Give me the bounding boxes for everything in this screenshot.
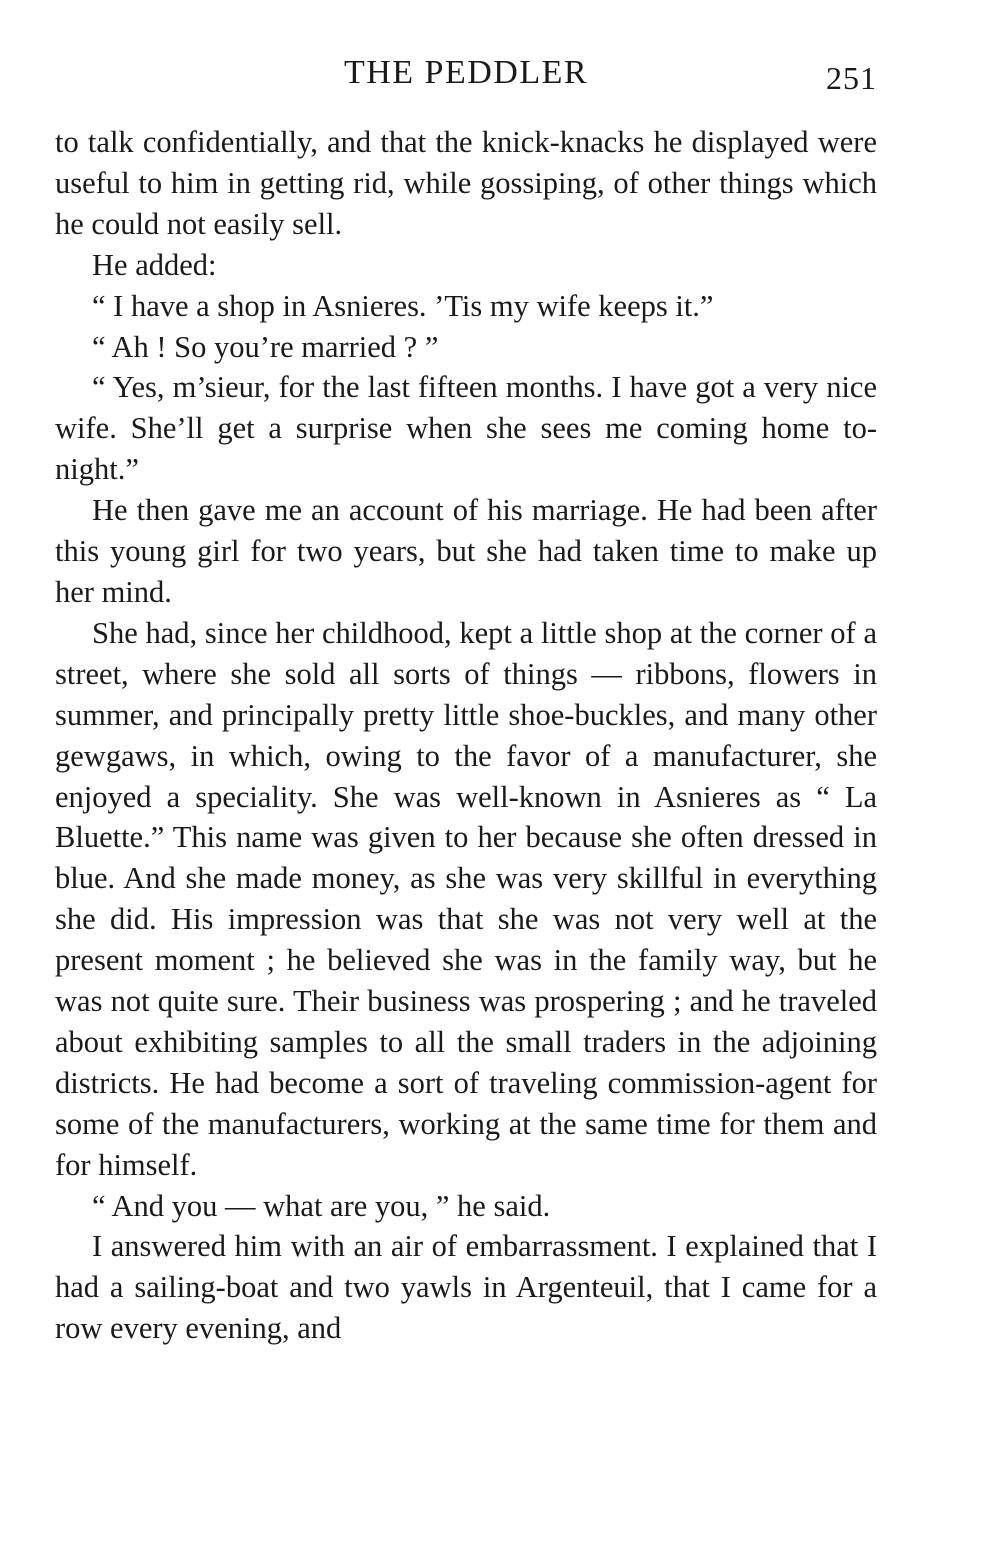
paragraph-la-bluette: She had, since her childhood, kept a little shop at the corner of a street, where she sold all sorts of things — ribbons, flowers in summer, and principally pretty little shoe-buckles, and many other gewgaws, in which, owing to the favor of a manufacturer, she enjoyed a speciality. She was well-known in Asnieres as “ La Bluette.” This name was given to her because she often dressed in blue. And she made money, as she was very skillful in everything she did. His impression was that she was not very well at the present moment ; he believed she was in the family way, but he was not quite sure. Their business was prospering ; and he traveled about exhibiting samples to all the small traders in the adjoining districts. He had become a sort of traveling commission-agent for some of the manufacturers, working at the same time for them and for himself. [55, 615, 877, 1182]
paragraph-he-added: He added: [92, 247, 217, 282]
paragraph-sailing-boat: I answered him with an air of embarrassment. I explained that I had a sailing-boat and two yawls in Argenteuil, that I came for a row every evening, and [55, 1229, 877, 1346]
book-page [55, 50, 877, 1510]
page-number: 251 [826, 60, 877, 96]
paragraph-nice-wife: “ Yes, m’sieur, for the last fifteen months. I have got a very nice wife. She’ll get a surprise when she sees me coming home to-night.” [55, 370, 877, 487]
paragraph-married-question: “ Ah ! So you’re married ? ” [92, 329, 439, 364]
paragraph-what-are-you: “ And you — what are you, ” he said. [92, 1188, 551, 1223]
paragraph-marriage-account: He then gave me an account of his marriage. He had been after this young girl for two years, but she had taken time to make up her mind. [55, 493, 877, 609]
running-head [55, 50, 877, 110]
paragraph-continuation: to talk confidentially, and that the knick-knacks he displayed were useful to him in getting rid, while gossiping, of other things which he could not easily sell. [55, 125, 877, 241]
running-title: THE PEDDLER [343, 54, 589, 91]
body-text [55, 122, 877, 1349]
paragraph-shop-quote: “ I have a shop in Asnieres. ’Tis my wife keeps it.” [92, 288, 714, 323]
